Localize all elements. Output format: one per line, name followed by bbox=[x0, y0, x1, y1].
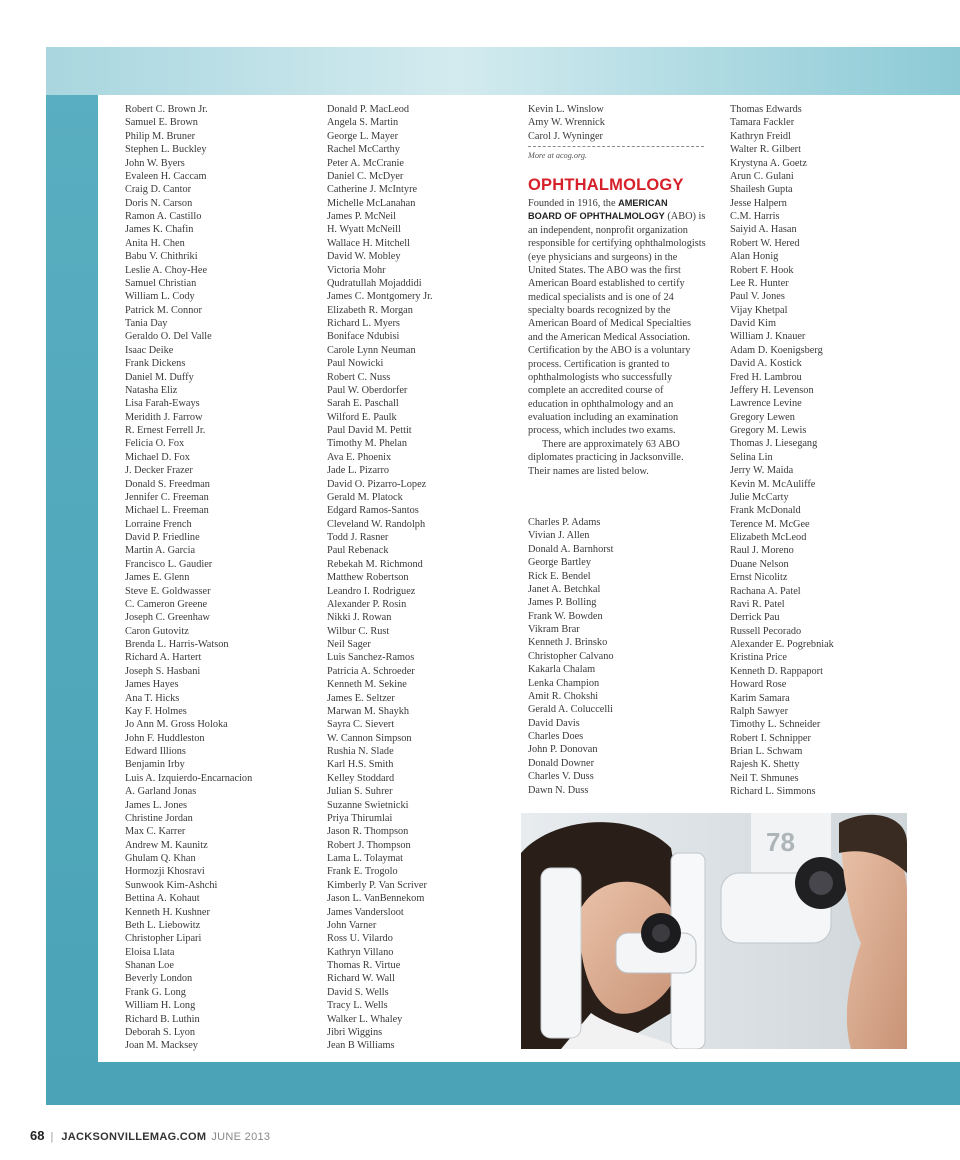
list-item: Isaac Deike bbox=[125, 344, 174, 356]
list-item: Robert I. Schnipper bbox=[730, 732, 811, 744]
list-item: Kristina Price bbox=[730, 652, 787, 664]
list-item: Beth L. Liebowitz bbox=[125, 919, 201, 931]
org-name-line1: AMERICAN bbox=[618, 198, 668, 208]
list-item: Samuel E. Brown bbox=[125, 117, 198, 129]
list-item: Jesse Halpern bbox=[730, 197, 787, 209]
list-item: James Vandersloot bbox=[327, 906, 404, 918]
list-item: Catherine J. McIntyre bbox=[327, 184, 418, 196]
list-item: Rebekah M. Richmond bbox=[327, 558, 423, 570]
list-item: Jason L. VanBennekom bbox=[327, 893, 425, 905]
list-item: Rajesh K. Shetty bbox=[730, 759, 800, 771]
more-info-note: More at acog.org. bbox=[528, 146, 704, 160]
list-item: Walter R. Gilbert bbox=[730, 144, 801, 156]
list-item: Rushia N. Slade bbox=[327, 746, 394, 757]
list-item: Tracy L. Wells bbox=[327, 1000, 388, 1012]
list-item: Robert W. Hered bbox=[730, 237, 800, 249]
list-item: Christopher Calvano bbox=[528, 650, 614, 662]
list-item: Jibri Wiggins bbox=[327, 1026, 383, 1038]
list-item: Joan M. Macksey bbox=[125, 1040, 198, 1052]
list-item: George Bartley bbox=[528, 557, 591, 569]
name-column-3-bottom bbox=[528, 516, 706, 797]
list-item: Sayra C. Sievert bbox=[327, 719, 395, 731]
list-item: Robert C. Brown Jr. bbox=[125, 104, 208, 115]
list-item: Thomas J. Liesegang bbox=[730, 438, 818, 450]
list-item: Angela S. Martin bbox=[327, 117, 399, 129]
org-name-line2: BOARD OF OPHTHALMOLOGY bbox=[528, 211, 665, 222]
list-item: Timothy M. Phelan bbox=[327, 438, 408, 450]
list-item: Robert C. Nuss bbox=[327, 371, 391, 383]
list-item: Shanan Loe bbox=[125, 960, 174, 971]
list-item: Richard W. Wall bbox=[327, 973, 395, 985]
list-item: Brenda L. Harris-Watson bbox=[125, 639, 229, 650]
list-item: Fred H. Lambrou bbox=[730, 371, 802, 383]
list-item: Ava E. Phoenix bbox=[327, 451, 392, 463]
name-column-4 bbox=[730, 103, 928, 799]
list-item: Charles V. Duss bbox=[528, 771, 594, 783]
list-item: Natasha Eliz bbox=[125, 384, 178, 396]
list-item: Paul W. Oberdorfer bbox=[327, 384, 408, 396]
list-item: Caron Gutovitz bbox=[125, 625, 189, 637]
list-item: Amit R. Chokshi bbox=[528, 690, 599, 702]
list-item: Derrick Pau bbox=[730, 612, 780, 624]
list-item: Kimberly P. Van Scriver bbox=[327, 879, 427, 891]
list-item: Michael D. Fox bbox=[125, 451, 190, 463]
list-item: C.M. Harris bbox=[730, 211, 780, 222]
name-column-1 bbox=[125, 103, 323, 1053]
list-item: Sarah E. Paschall bbox=[327, 398, 399, 410]
list-item: Julie McCarty bbox=[730, 491, 789, 503]
list-item: Robert F. Hook bbox=[730, 264, 794, 276]
list-item: Walker L. Whaley bbox=[327, 1013, 403, 1025]
list-item: Qudratullah Mojaddidi bbox=[327, 277, 422, 289]
list-item: Max C. Karrer bbox=[125, 826, 186, 838]
list-item: Leslie A. Choy-Hee bbox=[125, 264, 208, 276]
list-item: Christine Jordan bbox=[125, 812, 193, 824]
list-item: Alexander E. Pogrebniak bbox=[730, 639, 834, 650]
list-item: Lawrence Levine bbox=[730, 398, 802, 410]
list-item: Patricia A. Schroeder bbox=[327, 665, 415, 677]
list-item: Frank G. Long bbox=[125, 986, 186, 998]
list-item: James C. Montgomery Jr. bbox=[327, 291, 433, 303]
list-item: Kenneth H. Kushner bbox=[125, 906, 210, 918]
list-item: Meridith J. Farrow bbox=[125, 411, 203, 423]
list-item: James E. Seltzer bbox=[327, 692, 395, 704]
list-item: David P. Friedline bbox=[125, 532, 200, 543]
list-item: Daniel C. McDyer bbox=[327, 170, 404, 182]
list-item: Todd J. Rasner bbox=[327, 532, 389, 543]
list-item: Richard B. Luthin bbox=[125, 1013, 200, 1025]
list-item: Donald A. Barnhorst bbox=[528, 543, 614, 555]
list-item: Nikki J. Rowan bbox=[327, 612, 392, 624]
list-item: Paul V. Jones bbox=[730, 291, 785, 303]
intro-lead: Founded in 1916, the bbox=[528, 198, 619, 209]
list-item: Eloisa Llata bbox=[125, 946, 175, 958]
list-item: Kenneth M. Sekine bbox=[327, 679, 407, 691]
list-item: Carol J. Wyninger bbox=[528, 130, 603, 142]
list-item: Paul Nowicki bbox=[327, 358, 384, 370]
list-item: Ghulam Q. Khan bbox=[125, 853, 196, 864]
section-intro bbox=[528, 197, 706, 478]
list-item: Frank W. Bowden bbox=[528, 610, 603, 622]
list-item: Lenka Champion bbox=[528, 677, 600, 689]
list-item: Shailesh Gupta bbox=[730, 184, 793, 196]
list-item: George L. Mayer bbox=[327, 130, 399, 142]
list-item: Karl H.S. Smith bbox=[327, 759, 394, 771]
list-item: Vikram Brar bbox=[528, 624, 580, 635]
list-item: David W. Mobley bbox=[327, 251, 401, 263]
list-item: Jeffery H. Levenson bbox=[730, 384, 814, 396]
list-item: Charles Does bbox=[528, 731, 584, 742]
intro-body: (ABO) is an independent, nonprofit organization responsible for certifying ophthalmologists (eye physicians and surgeons) in the United States. The ABO was the first American Board established to certify medical specialists and is one of 24 specialty boards recognized by the American Board of Medical Specialties and the American Medical Association. Certification by the ABO is a voluntary process. Certification is granted to ophthalmologists who successfully complete an accredited course of education in ophthalmology and an evaluation including an examination process, which includes two exams. bbox=[528, 211, 706, 437]
list-item: Tamara Fackler bbox=[730, 117, 795, 129]
list-item: Jade L. Pizarro bbox=[327, 465, 390, 477]
list-item: Richard L. Simmons bbox=[730, 786, 816, 798]
list-item: Stephen L. Buckley bbox=[125, 144, 207, 156]
list-item: Joseph C. Greenhaw bbox=[125, 612, 210, 624]
list-item: Deborah S. Lyon bbox=[125, 1026, 196, 1038]
list-item: Paul Rebenack bbox=[327, 545, 389, 557]
list-item: Priya Thirumlai bbox=[327, 812, 393, 824]
list-item: Terence M. McGee bbox=[730, 518, 810, 530]
list-item: Wilbur C. Rust bbox=[327, 625, 390, 637]
list-item: David Kim bbox=[730, 318, 777, 329]
list-item: Anita H. Chen bbox=[125, 237, 185, 249]
list-item: John Varner bbox=[327, 919, 377, 931]
list-item: Gerald M. Platock bbox=[327, 491, 403, 503]
list-item: Michael L. Freeman bbox=[125, 505, 209, 517]
eye-chart-text: 78 bbox=[766, 827, 795, 857]
list-item: Richard L. Myers bbox=[327, 318, 400, 329]
list-item: Jo Ann M. Gross Holoka bbox=[125, 719, 228, 731]
list-item: Tania Day bbox=[125, 318, 168, 329]
list-item: Kelley Stoddard bbox=[327, 772, 395, 784]
list-item: Julian S. Suhrer bbox=[327, 786, 393, 798]
list-item: Ana T. Hicks bbox=[125, 692, 180, 704]
list-item: Suzanne Swietnicki bbox=[327, 799, 409, 811]
list-item: Alexander P. Rosin bbox=[327, 598, 407, 610]
list-item: Neil T. Shmunes bbox=[730, 772, 799, 784]
list-item: Luis Sanchez-Ramos bbox=[327, 652, 415, 664]
list-item: Gerald A. Coluccelli bbox=[528, 704, 613, 716]
list-item: David S. Wells bbox=[327, 986, 389, 998]
list-item: Ravi R. Patel bbox=[730, 598, 785, 610]
list-item: Janet A. Betchkal bbox=[528, 583, 601, 595]
list-item: William L. Cody bbox=[125, 291, 195, 303]
list-item: Patrick M. Connor bbox=[125, 304, 202, 316]
list-item: Donald S. Freedman bbox=[125, 478, 210, 490]
name-column-3-top bbox=[528, 103, 706, 143]
list-item: James L. Jones bbox=[125, 799, 188, 811]
list-item: Francisco L. Gaudier bbox=[125, 558, 213, 570]
list-item: Matthew Robertson bbox=[327, 572, 409, 584]
list-item: Selina Lin bbox=[730, 451, 773, 463]
page-number: 68 bbox=[30, 1128, 45, 1143]
list-item: Arun C. Gulani bbox=[730, 170, 794, 182]
list-item: Ralph Sawyer bbox=[730, 705, 789, 717]
list-item: Donald Downer bbox=[528, 757, 595, 769]
list-item: Richard A. Hartert bbox=[125, 652, 202, 664]
list-item: Krystyna A. Goetz bbox=[730, 157, 807, 169]
list-item: H. Wyatt McNeill bbox=[327, 224, 401, 236]
list-item: Frank McDonald bbox=[730, 505, 801, 517]
list-item: Hormozji Khosravi bbox=[125, 866, 205, 878]
list-item: Beverly London bbox=[125, 973, 193, 985]
list-item: A. Garland Jonas bbox=[125, 786, 197, 798]
list-item: Geraldo O. Del Valle bbox=[125, 331, 212, 343]
list-item: Charles P. Adams bbox=[528, 517, 601, 528]
list-item: Craig D. Cantor bbox=[125, 184, 192, 196]
list-item: Thomas Edwards bbox=[730, 104, 802, 115]
list-item: Ramon A. Castillo bbox=[125, 211, 202, 222]
list-item: Jennifer C. Freeman bbox=[125, 491, 209, 503]
list-item: Sunwook Kim-Ashchi bbox=[125, 879, 218, 891]
list-item: Jerry W. Maida bbox=[730, 465, 794, 477]
list-item: Wilford E. Paulk bbox=[327, 411, 397, 423]
list-item: Bettina A. Kohaut bbox=[125, 893, 200, 905]
list-item: Kathryn Freidl bbox=[730, 130, 791, 142]
list-item: Kakarla Chalam bbox=[528, 664, 596, 676]
list-item: C. Cameron Greene bbox=[125, 598, 208, 610]
list-item: William J. Knauer bbox=[730, 331, 806, 343]
list-item: James P. McNeil bbox=[327, 211, 396, 222]
list-item: Steve E. Goldwasser bbox=[125, 585, 211, 597]
list-item: Timothy L. Schneider bbox=[730, 719, 821, 731]
list-item: Babu V. Chithriki bbox=[125, 251, 198, 263]
list-item: J. Decker Frazer bbox=[125, 465, 193, 477]
list-item: Christopher Lipari bbox=[125, 933, 202, 945]
list-item: Gregory Lewen bbox=[730, 411, 795, 423]
eye-exam-illustration bbox=[521, 813, 907, 1049]
list-item: Kevin M. McAuliffe bbox=[730, 478, 816, 490]
list-item: Samuel Christian bbox=[125, 277, 197, 289]
list-item: Brian L. Schwam bbox=[730, 746, 803, 757]
list-item: Kenneth J. Brinsko bbox=[528, 637, 608, 649]
list-item: Vijay Khetpal bbox=[730, 304, 788, 316]
eye-exam-photo bbox=[521, 813, 907, 1049]
list-item: James Hayes bbox=[125, 679, 179, 691]
list-item: Leandro I. Rodriguez bbox=[327, 585, 416, 597]
list-item: John P. Donovan bbox=[528, 744, 598, 756]
list-item: Victoria Mohr bbox=[327, 264, 386, 276]
list-item: Andrew M. Kaunitz bbox=[125, 839, 208, 851]
list-item: Neil Sager bbox=[327, 639, 371, 650]
list-item: Kathryn Villano bbox=[327, 946, 394, 958]
list-item: Alan Honig bbox=[730, 251, 779, 263]
list-item: Donald P. MacLeod bbox=[327, 104, 410, 115]
list-item: Frank Dickens bbox=[125, 358, 186, 370]
list-item: Adam D. Koenigsberg bbox=[730, 344, 823, 356]
list-item: Elizabeth R. Morgan bbox=[327, 304, 413, 316]
list-item: Vivian J. Allen bbox=[528, 530, 590, 542]
list-item: Rachana A. Patel bbox=[730, 585, 801, 597]
list-item: Duane Nelson bbox=[730, 558, 789, 570]
list-item: R. Ernest Ferrell Jr. bbox=[125, 425, 206, 436]
list-item: Peter A. McCranie bbox=[327, 157, 404, 169]
list-item: Cleveland W. Randolph bbox=[327, 518, 426, 530]
list-item: James E. Glenn bbox=[125, 572, 190, 584]
list-item: Ross U. Vilardo bbox=[327, 933, 393, 945]
intro-second: There are approximately 63 ABO diplomates practicing in Jacksonville. Their names are listed below. bbox=[528, 438, 684, 477]
issue-date: JUNE 2013 bbox=[211, 1131, 271, 1143]
list-item: Daniel M. Duffy bbox=[125, 371, 194, 383]
list-item: Lisa Farah-Eways bbox=[125, 398, 200, 410]
list-item: Doris N. Carson bbox=[125, 197, 193, 209]
list-item: Rick E. Bendel bbox=[528, 570, 591, 582]
list-item: Paul David M. Pettit bbox=[327, 425, 412, 436]
list-item: James K. Chafin bbox=[125, 224, 194, 236]
list-item: Carole Lynn Neuman bbox=[327, 344, 416, 356]
list-item: John W. Byers bbox=[125, 157, 185, 169]
section-heading: OPHTHALMOLOGY bbox=[528, 176, 684, 194]
list-item: Ernst Nicolitz bbox=[730, 572, 788, 584]
list-item: Thomas R. Virtue bbox=[327, 960, 401, 971]
list-item: Lee R. Hunter bbox=[730, 277, 789, 289]
list-item: David Davis bbox=[528, 717, 580, 729]
list-item: Howard Rose bbox=[730, 679, 787, 691]
list-item: William H. Long bbox=[125, 1000, 196, 1012]
list-item: Marwan M. Shaykh bbox=[327, 705, 410, 717]
list-item: Jean B Williams bbox=[327, 1040, 395, 1052]
list-item: Amy W. Wrennick bbox=[528, 117, 605, 129]
magazine-site: JACKSONVILLEMAG.COM bbox=[61, 1131, 207, 1143]
list-item: Wallace H. Mitchell bbox=[327, 237, 410, 249]
name-column-2 bbox=[327, 103, 525, 1053]
list-item: Kenneth D. Rappaport bbox=[730, 665, 823, 677]
list-item: Luis A. Izquierdo-Encarnacion bbox=[125, 772, 253, 784]
list-item: Lama L. Tolaymat bbox=[327, 853, 404, 864]
list-item: Rachel McCarthy bbox=[327, 144, 400, 156]
list-item: Boniface Ndubisi bbox=[327, 331, 400, 343]
list-item: Evaleen H. Caccam bbox=[125, 170, 207, 182]
list-item: John F. Huddleston bbox=[125, 732, 205, 744]
footer-divider: | bbox=[50, 1131, 54, 1143]
list-item: David O. Pizarro-Lopez bbox=[327, 478, 427, 490]
list-item: Benjamin Irby bbox=[125, 759, 185, 771]
list-item: Lorraine French bbox=[125, 518, 192, 530]
list-item: James P. Bolling bbox=[528, 597, 597, 609]
list-item: Karim Samara bbox=[730, 692, 790, 704]
list-item: Felicia O. Fox bbox=[125, 438, 185, 450]
list-item: Joseph S. Hasbani bbox=[125, 665, 201, 677]
list-item: Elizabeth McLeod bbox=[730, 532, 807, 543]
list-item: Saiyid A. Hasan bbox=[730, 224, 797, 236]
frame-highlight bbox=[46, 47, 960, 95]
list-item: David A. Kostick bbox=[730, 358, 802, 370]
page-footer bbox=[30, 1128, 270, 1143]
list-item: Robert J. Thompson bbox=[327, 839, 411, 851]
list-item: Edgard Ramos-Santos bbox=[327, 505, 419, 517]
list-item: Martin A. Garcia bbox=[125, 545, 196, 557]
list-item: Kay F. Holmes bbox=[125, 705, 187, 717]
list-item: Philip M. Bruner bbox=[125, 130, 196, 142]
list-item: W. Cannon Simpson bbox=[327, 732, 412, 744]
list-item: Kevin L. Winslow bbox=[528, 104, 604, 115]
list-item: Russell Pecorado bbox=[730, 625, 802, 637]
list-item: Michelle McLanahan bbox=[327, 197, 416, 209]
list-item: Edward Illions bbox=[125, 746, 186, 757]
list-item: Jason R. Thompson bbox=[327, 826, 409, 838]
list-item: Raul J. Moreno bbox=[730, 545, 794, 557]
list-item: Gregory M. Lewis bbox=[730, 425, 807, 436]
list-item: Frank E. Trogolo bbox=[327, 866, 398, 878]
list-item: Dawn N. Duss bbox=[528, 784, 589, 796]
